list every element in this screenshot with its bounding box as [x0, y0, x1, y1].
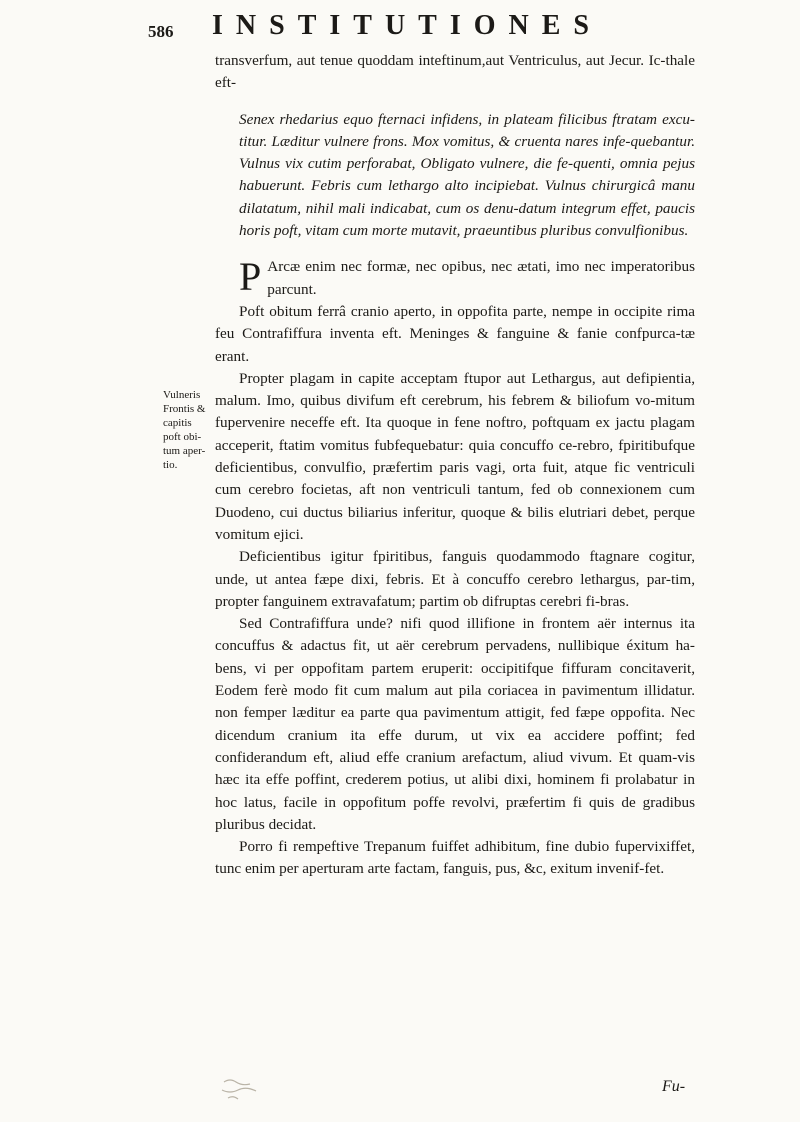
paragraph-1	[215, 256, 695, 301]
paragraph-6: Porro fi rempeftive Trepanum fuiffet adhibitum, fine dubio fupervixiffet, tunc enim per aperturam arte factam, fanguis, pus, &c, exitum invenif-fet.	[215, 838, 695, 878]
page-number: 586	[148, 22, 174, 41]
drop-capital: P	[239, 254, 262, 300]
ink-smudge	[220, 1074, 260, 1104]
running-title: INSTITUTIONES	[212, 10, 602, 41]
paragraph-3: Propter plagam in capite acceptam ftupor aut Lethargus, aut defipientia, malum. Imo, quibus divifum eft cerebrum, his febrem & biliofum vo-mitum fupervenire neceffe eft. Ita quoque in fene noftro, poftquam ex jactu plagam acceperit, ftatim vomitus fubfequebatur: quia concuffo ce-rebro, fpiritibufque deficientibus, convulfio, præfertim paris vagi, orta fuit, atque fic ventriculi cum cerebro focietas, aft non ventriculi tantum, fed ob connexionem cum Duodeno, cui ductus biliarius inferitur, quoque & bilis elutriari debet, perque vomitum ejici.	[215, 369, 695, 543]
paragraph-1-text: Arcæ enim nec formæ, nec opibus, nec ætati, imo nec imperatoribus parcunt.	[267, 258, 695, 298]
margin-note: Vulneris Frontis & capitis poft obi-tum aper-tio.	[163, 389, 206, 471]
paragraph-5: Sed Contrafiffura unde? nifi quod illifione in frontem aër internus ita concuffus & adactus fit, ut aër cerebrum pervadens, nullibique éxitum ha-bens, vi per oppofitam partem eruperit: occipitifque fiffuram concitaverit, Eodem ferè modo fit cum malum aut pila coriacea in pavimentum illidatur. non femper læditur ea parte qua pavimentum attigit, fed fæpe oppofita. Nec dicendum cranium ita effe durum, ut vix ea accidere poffint; fed confiderandum eft, aliud effe cranium arefactum, aliud vivum. Et quam-vis hæc ita effe poffint, crederem potius, ut alibi dixi, hominem fi prolabatur in hoc latus, facile in oppofitum poffe revolvi, præfertim fi quis de gradibus pluribus decidat.	[215, 615, 695, 833]
body-text	[215, 50, 695, 881]
catchword: Fu-	[662, 1078, 686, 1095]
case-history: Senex rhedarius equo fternaci infidens, in plateam filicibus ftratam excu-titur. Læditur vulnere frons. Mox vomitus, & cruenta nares infe-quebantur. Vulnus vix cutim perforabat, Obligato vulnere, die fe-quenti, omnia pejus habuerunt. Febris cum lethargo alto incipiebat. Vulnus chirurgicâ manu dilatatum, nihil mali indicabat, cum os denu-datum integrum effet, paucis horis poft, vitam cum morte mutavit, praeuntibus pluribus convulfionibus.	[239, 110, 695, 240]
paragraph-4: Deficientibus igitur fpiritibus, fanguis quodammodo ftagnare cogitur, unde, ut antea fæpe dixi, febris. Et à concuffo cerebro lethargus, par-tim, propter fanguinem extravafatum; partim ob difruptas cerebri fi-bras.	[215, 548, 695, 610]
page-header	[148, 10, 708, 44]
paragraph-2: Poft obitum ferrâ cranio aperto, in oppofita parte, nempe in occipite rima feu Contrafiffura inventa eft. Meninges & fanguine & fanie confpurca-tæ erant.	[215, 302, 695, 365]
opening-text: transverfum, aut tenue quoddam inteftinum,aut Ventriculus, aut Jecur. Ic-thale eft-	[215, 52, 695, 92]
